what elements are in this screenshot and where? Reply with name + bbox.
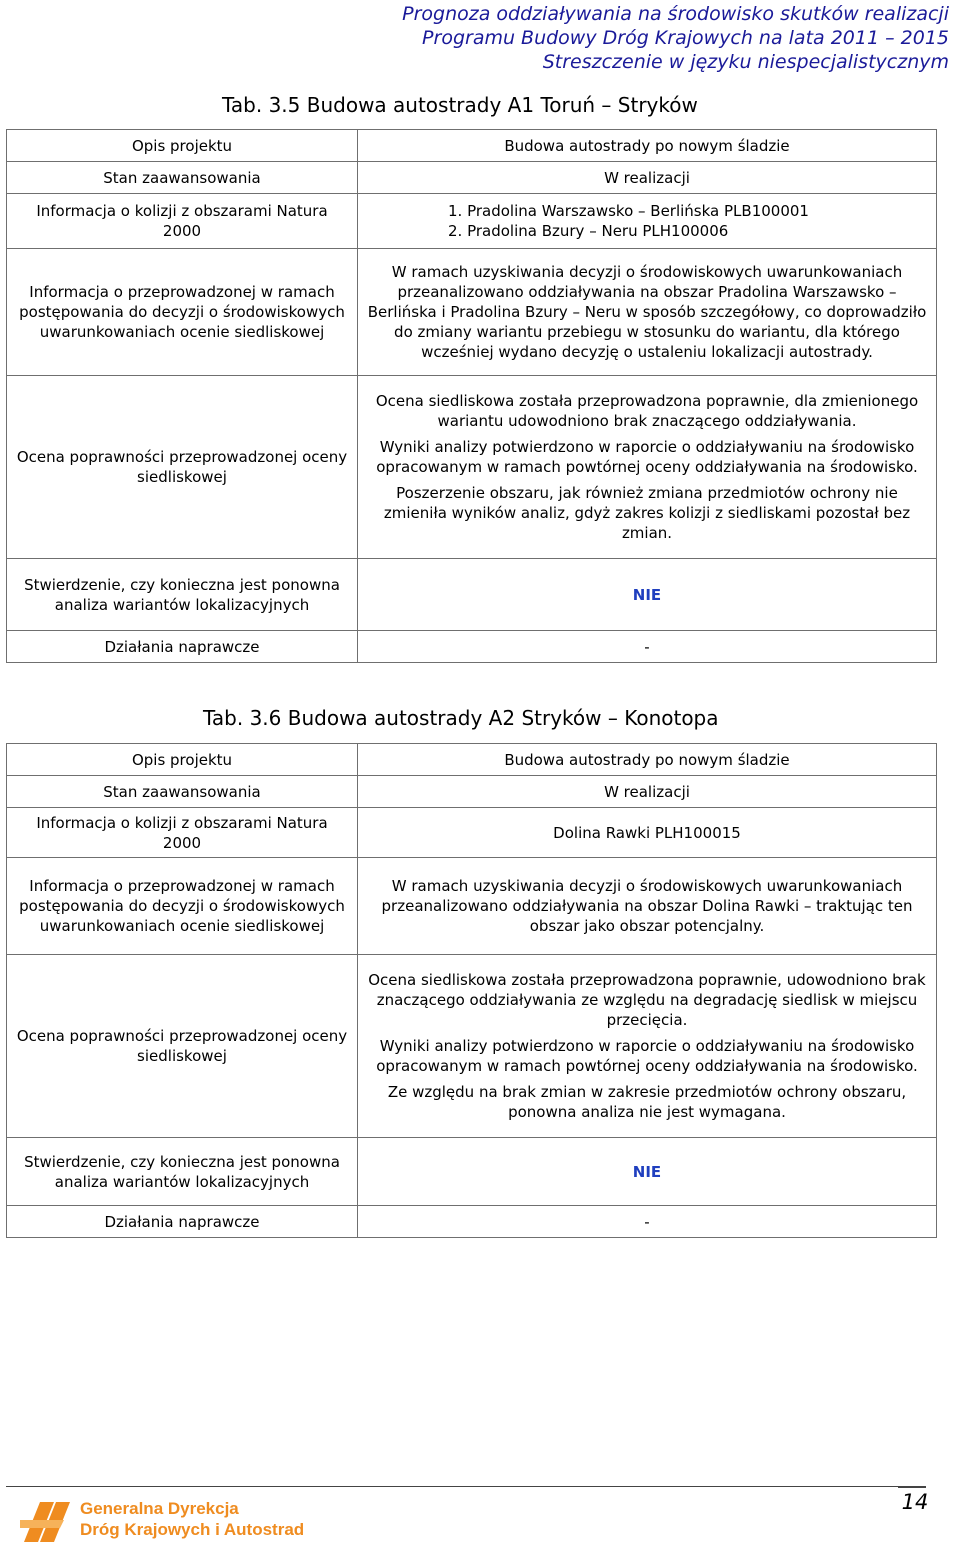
project-table xyxy=(6,743,937,1238)
row-label: Stan zaawansowania xyxy=(7,776,358,808)
paragraph: Ocena siedliskowa została przeprowadzona poprawnie, dla zmienionego wariantu udowodniono brak znaczącego oddziaływania. xyxy=(375,392,919,430)
table-row xyxy=(7,130,937,162)
table-row xyxy=(7,376,937,559)
row-label: Działania naprawcze xyxy=(7,631,358,663)
paragraph: Poszerzenie obszaru, jak również zmiana przedmiotów ochrony nie zmieniła wyników analiz, gdyż zakres kolizji z siedliskami pozostał bez zmian. xyxy=(383,484,911,542)
row-label: Informacja o przeprowadzonej w ramach postępowania do decyzji o środowiskowych uwarunkowaniach ocenie siedliskowej xyxy=(7,858,358,955)
header-line-2: Programu Budowy Dróg Krajowych na lata 2011 – 2015 xyxy=(422,27,949,49)
row-value: - xyxy=(358,631,937,663)
row-label: Informacja o kolizji z obszarami Natura 2000 xyxy=(7,194,358,249)
row-value: NIE xyxy=(358,1138,937,1206)
row-value: Dolina Rawki PLH100015 xyxy=(358,808,937,858)
table-row xyxy=(7,808,937,858)
page-number-bar xyxy=(898,1486,926,1488)
row-label: Opis projektu xyxy=(7,130,358,162)
row-value: NIE xyxy=(358,559,937,631)
gddkia-logo-icon xyxy=(20,1498,76,1544)
logo-line-2: Dróg Krajowych i Autostrad xyxy=(80,1520,305,1539)
footer-divider xyxy=(6,1486,925,1487)
paragraph: Ocena siedliskowa została przeprowadzona poprawnie, udowodniono brak znaczącego oddziaływania ze względu na degradację siedlisk w miejscu przecięcia. xyxy=(368,971,926,1029)
row-value: Budowa autostrady po nowym śladzie xyxy=(358,744,937,776)
gddkia-logo-text xyxy=(80,1498,304,1540)
natura-list xyxy=(358,194,937,249)
page-number: 14 xyxy=(901,1490,929,1514)
table-row xyxy=(7,744,937,776)
table-row xyxy=(7,249,937,376)
row-value: Budowa autostrady po nowym śladzie xyxy=(358,130,937,162)
gddkia-logo xyxy=(20,1496,320,1546)
list-item: 2. Pradolina Bzury – Neru PLH100006 xyxy=(448,222,729,240)
table-title: Tab. 3.5 Budowa autostrady A1 Toruń – Stryków xyxy=(222,93,698,117)
document-header xyxy=(0,2,949,74)
table-row xyxy=(7,194,937,249)
table-row xyxy=(7,1138,937,1206)
paragraph: Wyniki analizy potwierdzono w raporcie o oddziaływaniu na środowisko opracowanym w ramach powtórnej oceny oddziaływania na środowisko. xyxy=(376,438,918,476)
row-label: Informacja o kolizji z obszarami Natura 2000 xyxy=(7,808,358,858)
table-row xyxy=(7,559,937,631)
table-row xyxy=(7,631,937,663)
table-row xyxy=(7,776,937,808)
row-label: Stwierdzenie, czy konieczna jest ponowna analiza wariantów lokalizacyjnych xyxy=(7,559,358,631)
row-value xyxy=(358,955,937,1138)
logo-line-1: Generalna Dyrekcja xyxy=(80,1499,239,1518)
row-value xyxy=(358,376,937,559)
row-label: Działania naprawcze xyxy=(7,1206,358,1238)
row-value: - xyxy=(358,1206,937,1238)
table-row xyxy=(7,162,937,194)
row-label: Ocena poprawności przeprowadzonej oceny siedliskowej xyxy=(7,376,358,559)
row-label: Opis projektu xyxy=(7,744,358,776)
row-value: W realizacji xyxy=(358,776,937,808)
paragraph: Ze względu na brak zmian w zakresie przedmiotów ochrony obszaru, ponowna analiza nie jest wymagana. xyxy=(387,1083,907,1121)
table-row xyxy=(7,955,937,1138)
row-value: W ramach uzyskiwania decyzji o środowiskowych uwarunkowaniach przeanalizowano oddziaływania na obszar Dolina Rawki – traktując ten obszar jako obszar potencjalny. xyxy=(358,858,937,955)
list-item: 1. Pradolina Warszawsko – Berlińska PLB100001 xyxy=(448,202,809,220)
project-table xyxy=(6,129,937,663)
header-line-1: Prognoza oddziaływania na środowisko skutków realizacji xyxy=(402,3,949,25)
table-row xyxy=(7,858,937,955)
row-label: Informacja o przeprowadzonej w ramach postępowania do decyzji o środowiskowych uwarunkowaniach ocenie siedliskowej xyxy=(7,249,358,376)
table-title: Tab. 3.6 Budowa autostrady A2 Stryków – Konotopa xyxy=(203,706,719,730)
row-label: Stan zaawansowania xyxy=(7,162,358,194)
table-row xyxy=(7,1206,937,1238)
row-value: W realizacji xyxy=(358,162,937,194)
paragraph: Wyniki analizy potwierdzono w raporcie o oddziaływaniu na środowisko opracowanym w ramach powtórnej oceny oddziaływania na środowisko. xyxy=(376,1037,918,1075)
row-label: Stwierdzenie, czy konieczna jest ponowna analiza wariantów lokalizacyjnych xyxy=(7,1138,358,1206)
row-label: Ocena poprawności przeprowadzonej oceny siedliskowej xyxy=(7,955,358,1138)
row-value: W ramach uzyskiwania decyzji o środowiskowych uwarunkowaniach przeanalizowano oddziaływania na obszar Pradolina Warszawsko – Berlińska i Pradolina Bzury – Neru w sposób szczegółowy, co doprowadziło do zmiany wariantu przebiegu w stosunku do wariantu, dla którego wcześniej wydano decyzję o ustaleniu lokalizacji autostrady. xyxy=(358,249,937,376)
header-line-3: Streszczenie w języku niespecjalistycznym xyxy=(542,51,949,73)
